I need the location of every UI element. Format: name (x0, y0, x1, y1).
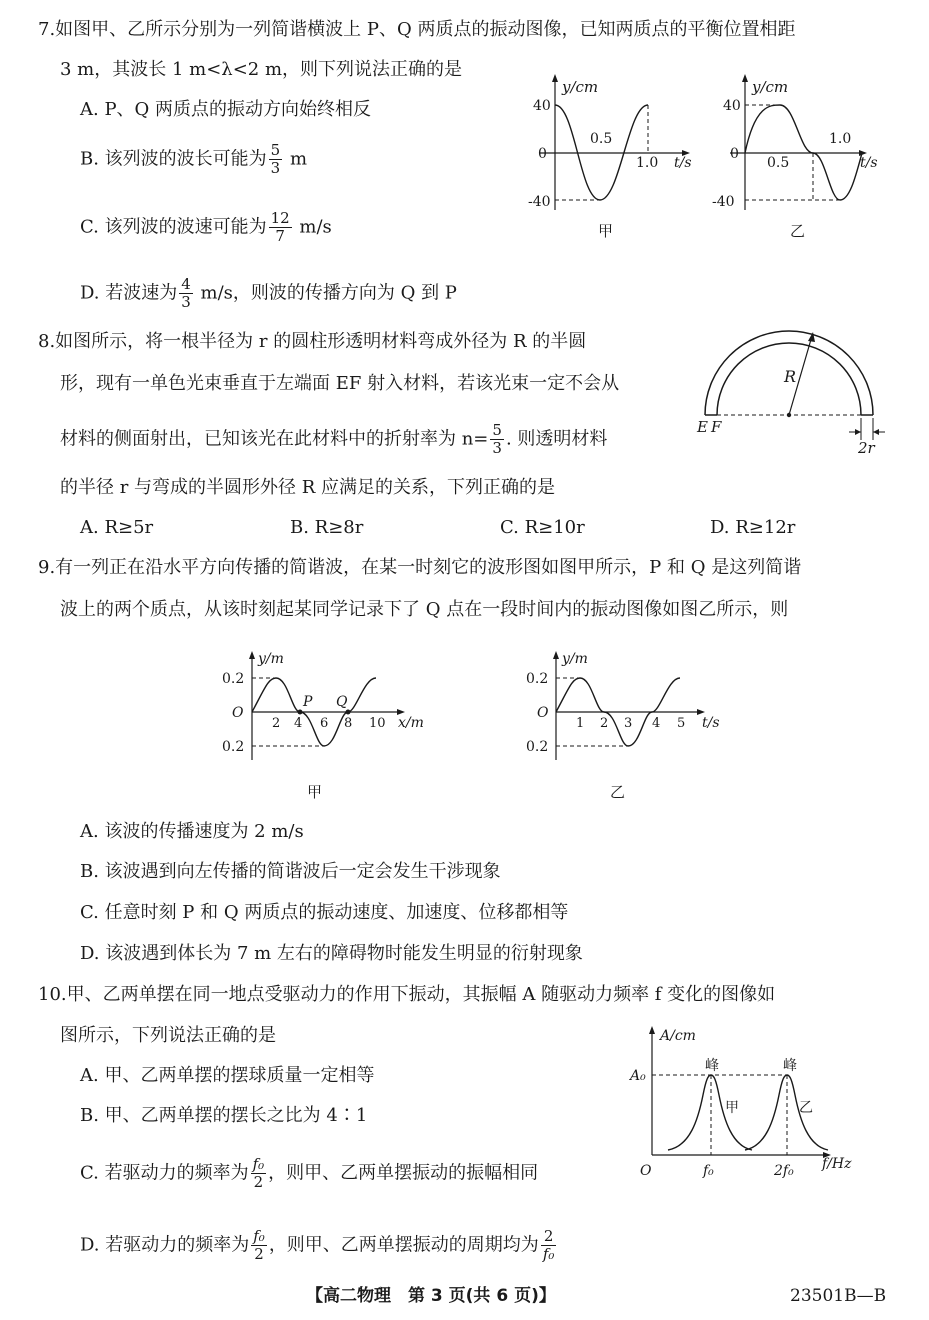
q7-jia-zero: 0 (538, 146, 547, 162)
q9-label-Q: Q (336, 694, 348, 710)
q9-jia-tick-6: 6 (320, 716, 329, 731)
q7-yi-caption: 乙 (790, 222, 806, 240)
q10-tick-2f0: 2f₀ (774, 1163, 794, 1179)
q9-jia-caption: 甲 (307, 783, 323, 801)
q8-label-R: R (784, 367, 797, 386)
q7-yi-zero: 0 (730, 146, 739, 162)
q10-option-a: A. 甲、乙两单摆的摆球质量一定相等 (80, 1065, 375, 1086)
q9-jia-tick-8: 8 (344, 716, 353, 731)
q9-yi-xlabel: t/s (702, 715, 720, 731)
q10-peak1: 峰 (705, 1058, 719, 1074)
q8-label-E: E (697, 418, 708, 436)
q9-jia-tick-10: 10 (369, 716, 386, 731)
fraction: $\frac{4}{3}$ (181, 275, 191, 311)
fraction: $\frac{\text{f₀}}{2}$ (252, 1155, 265, 1191)
q7-yi-ylabel: y/cm (752, 78, 789, 96)
q10-xlabel: f/Hz (822, 1156, 852, 1172)
q7-yi-xlabel: t/s (860, 155, 878, 171)
q9-yi-caption: 乙 (610, 783, 626, 801)
q7-stem-line2: 3 m，其波长 1 m<λ<2 m，则下列说法正确的是 (60, 59, 463, 80)
q10-option-b: B. 甲、乙两单摆的摆长之比为 4∶1 (80, 1105, 368, 1126)
q7-jia-tick1: 0.5 (590, 131, 613, 147)
q9-option-a: A. 该波的传播速度为 2 m/s (80, 821, 304, 842)
q9-yi-tick-1: 1 (576, 716, 585, 731)
q9-jia-xlabel: x/m (398, 715, 424, 731)
q9-jia-ylo: 0.2 (222, 739, 245, 755)
footer-code: 23501B—B (790, 1286, 887, 1306)
q7-option-a: A. P、Q 两质点的振动方向始终相反 (80, 99, 372, 120)
footer-title: 【高二物理 第 3 页(共 6 页)】 (306, 1286, 556, 1306)
q8-stem-line1: 8.如图所示，将一根半径为 r 的圆柱形透明材料弯成外径为 R 的半圆 (38, 331, 587, 352)
q7-jia-caption: 甲 (598, 222, 614, 240)
q7-jia-ymin: -40 (528, 194, 551, 210)
q9-yi-tick-2: 2 (600, 716, 609, 731)
q9-stem-line2: 波上的两个质点，从该时刻起某同学记录下了 Q 点在一段时间内的振动图像如图乙所示，则 (60, 599, 789, 620)
q9-yi-ylabel: y/m (562, 651, 588, 667)
q7-yi-tick1: 0.5 (767, 155, 790, 171)
fraction: $\frac{5}{3}$ (492, 421, 502, 457)
q7-yi-ymax: 40 (723, 98, 741, 114)
q10-option-d: D. 若驱动力的频率为 $\frac{\text{f₀}}{2}$ ，则甲、乙两单摆振动的周期均为 $\frac{2}{\text{f₀}}$ (80, 1227, 555, 1263)
fraction: $\frac{2}{\text{f₀}}$ (542, 1227, 555, 1263)
q8-option-d: D. R≥12r (710, 517, 796, 538)
q8-stem-line2: 形，现有一单色光束垂直于左端面 EF 射入材料，若该光束一定不会从 (60, 373, 620, 394)
q10-curve-jia (668, 1075, 752, 1150)
q10-tick-f0: f₀ (703, 1163, 714, 1179)
q9-yi-tick-5: 5 (677, 716, 686, 731)
q10-option-c: C. 若驱动力的频率为 $\frac{\text{f₀}}{2}$ ，则甲、乙两单摆振动的振幅相同 (80, 1155, 539, 1191)
q10-label-yi: 乙 (799, 1100, 813, 1116)
q10-label-A0: A₀ (630, 1068, 646, 1084)
q7-jia-ylabel: y/cm (562, 78, 599, 96)
fraction: $\frac{\text{f₀}}{2}$ (253, 1227, 265, 1263)
q8-option-b: B. R≥8r (290, 517, 364, 538)
q8-option-a: A. R≥5r (80, 517, 154, 538)
q7-yi-tick2: 1.0 (829, 131, 852, 147)
q9-yi-tick-4: 4 (652, 716, 661, 731)
q8-stem-line4: 的半径 r 与弯成的半圆形外径 R 应满足的关系，下列正确的是 (60, 477, 556, 498)
q7-yi-ymin: -40 (712, 194, 735, 210)
q8-label-2r: 2r (858, 439, 875, 457)
q7-jia-xlabel: t/s (674, 155, 692, 171)
q9-option-b: B. 该波遇到向左传播的简谐波后一定会发生干涉现象 (80, 861, 501, 882)
q9-jia-ylabel: y/m (258, 651, 284, 667)
q9-label-P: P (303, 694, 313, 710)
q8-option-c: C. R≥10r (500, 517, 585, 538)
q10-stem-line2: 图所示，下列说法正确的是 (60, 1025, 276, 1046)
q9-yi-tick-3: 3 (624, 716, 633, 731)
q9-option-d: D. 该波遇到体长为 7 m 左右的障碍物时能发生明显的衍射现象 (80, 943, 583, 964)
q7-option-b: B. 该列波的波长可能为 $\frac{5}{3}$ m (80, 141, 308, 177)
q8-stem-line3: 材料的侧面射出，已知该光在此材料中的折射率为 n= $\frac{5}{3}$ . 则透明材料 (60, 421, 608, 457)
q9-yi-yhi: 0.2 (526, 671, 549, 687)
q10-origin: O (640, 1163, 652, 1179)
q9-stem-line1: 9.有一列正在沿水平方向传播的简谐波，在某一时刻它的波形图如图甲所示，P 和 Q 是这列简谐 (38, 557, 802, 578)
q7-jia-tick2: 1.0 (636, 155, 659, 171)
q10-ylabel: A/cm (660, 1028, 696, 1044)
q9-jia-origin: O (232, 705, 244, 721)
fraction: $\frac{5}{3}$ (270, 141, 281, 177)
fraction: $\frac{12}{7}$ (270, 209, 290, 245)
q9-option-c: C. 任意时刻 P 和 Q 两质点的振动速度、加速度、位移都相等 (80, 902, 569, 923)
q10-label-jia: 甲 (725, 1100, 739, 1116)
q9-jia-tick-4: 4 (294, 716, 303, 731)
q8-label-F: F (711, 418, 722, 436)
q7-option-c: C. 该列波的波速可能为 $\frac{12}{7}$ m/s (80, 209, 332, 245)
q7-stem-line1: 7.如图甲、乙所示分别为一列简谐横波上 P、Q 两质点的振动图像，已知两质点的平衡位置相距 (38, 19, 796, 40)
q9-yi-ylo: 0.2 (526, 739, 549, 755)
q9-jia-tick-2: 2 (272, 716, 281, 731)
q7-jia-ymax: 40 (533, 98, 551, 114)
q10-peak2: 峰 (783, 1058, 797, 1074)
q7-option-d: D. 若波速为 $\frac{4}{3}$ m/s，则波的传播方向为 Q 到 P (80, 275, 457, 311)
q9-jia-yhi: 0.2 (222, 671, 245, 687)
q10-stem-line1: 10.甲、乙两单摆在同一地点受驱动力的作用下振动，其振幅 A 随驱动力频率 f 变化的图像如 (38, 984, 776, 1005)
q9-yi-origin: O (537, 705, 549, 721)
